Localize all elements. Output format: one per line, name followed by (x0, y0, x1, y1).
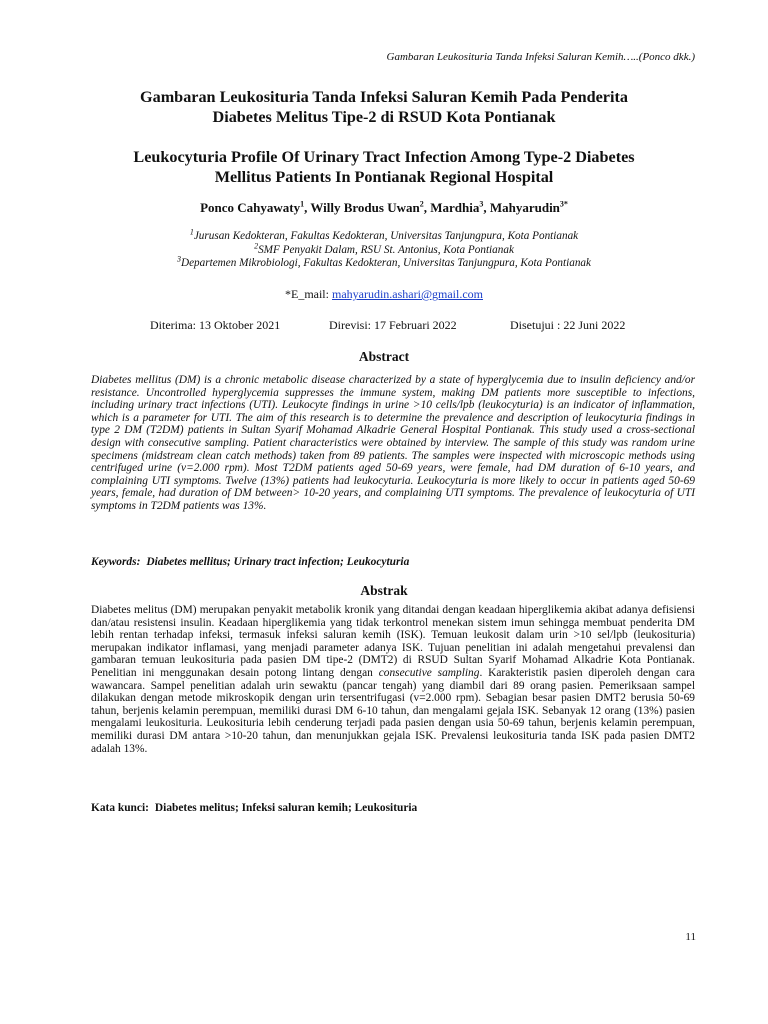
revised-date: Direvisi: 17 Februari 2022 (329, 318, 457, 332)
title-english (60, 147, 708, 187)
keywords-value: Diabetes mellitus; Urinary tract infection; Leukocyturia (146, 556, 410, 568)
abstrak-text-part-2: . Karakteristik pasien diperoleh dengan cara wawancara. Sampel penelitian adalah urin sewaktu (pancar tengah) yang diambil dari 89 orang pasien. Pemeriksaan sampel dilakukan dengan metode mikroskopik dengan urin tersentrifugasi (v=2.000 rpm). Sebagian besar pasien DMT2 berusia 50-69 tahun, berjenis kelamin perempuan, memiliki durasi DM 6-10 tahun, dan mengalami gejala ISK. Sebanyak 12 orang (13%) pasien mengalami leukosituria. Leukosituria lebih cenderung terjadi pada pasien dengan usia 50-69 tahun, berjenis kelamin perempuan, memiliki durasi DM antara >10-20 tahun, dan menunjukkan gejala ISK. Prevalensi leukosituria tanda ISK pada pasien DMT2 adalah 13%. (91, 666, 695, 755)
running-head: Gambaran Leukosituria Tanda Infeksi Saluran Kemih…..(Ponco dkk.) (386, 51, 695, 63)
abstrak-italic-term: consecutive sampling (378, 666, 480, 679)
manuscript-dates (150, 318, 640, 334)
affiliation-text: SMF Penyakit Dalam, RSU St. Antonius, Kota Pontianak (258, 243, 514, 256)
abstrak-text-part-1: Diabetes melitus (DM) merupakan penyakit metabolik kronik yang ditandai dengan keadaan hiperglikemia akibat adanya defisiensi dan/atau resistensi insulin. Keadaan hiperglikemia yang tidak terkontrol menekan sistem imun sehingga membuat penderita DM lebih rentan terhadap infeksi, termasuk infeksi saluran kemih (ISK). Temuan leukosit dalam urin >10 sel/lpb (leukosituria) merupakan indikator inflamasi, yang menjadi parameter adanya ISK. Tujuan penelitian ini adalah mengetahui prevalensi dan gambaran temuan leukosituria pada pasien DM tipe-2 (DMT2) di RSUD Sultan Syarif Mohamad Alkadrie Kota Pontianak. Penelitian ini menggunakan desain potong lintang dengan (91, 604, 695, 679)
page-number: 11 (685, 931, 696, 943)
abstract-heading: Abstract (358, 349, 410, 364)
received-date: Diterima: 13 Oktober 2021 (150, 318, 281, 332)
email-link[interactable]: mahyarudin.ashari@gmail.com (331, 287, 483, 301)
email-label: *E_mail: (284, 287, 332, 301)
title-indonesian (60, 87, 708, 127)
author-separator: , (423, 200, 431, 215)
author-name: Willy Brodus Uwan (310, 200, 420, 215)
affiliation-list (60, 227, 708, 271)
kata-kunci-value: Diabetes melitus; Infeksi saluran kemih; Leukosituria (154, 802, 418, 814)
title-english-line-2: Mellitus Patients In Pontianak Regional Hospital (214, 168, 554, 186)
author-list (60, 200, 708, 216)
author-separator: , (304, 200, 311, 215)
affiliation-mark: 1 (189, 227, 194, 237)
affiliation-text: Departemen Mikrobiologi, Fakultas Kedokteran, Universitas Tanjungpura, Kota Pontianak (181, 257, 591, 269)
author-affiliation-mark: 3* (559, 199, 568, 209)
keywords-label: Keywords: (91, 556, 141, 568)
author-name: Ponco Cahyawaty (200, 200, 301, 215)
keywords-english (91, 556, 695, 568)
accepted-date: Disetujui : 22 Juni 2022 (510, 318, 626, 332)
abstrak-indonesian-text (91, 604, 695, 755)
affiliation-text: Jurusan Kedokteran, Fakultas Kedokteran, Universitas Tanjungpura, Kota Pontianak (193, 230, 579, 242)
abstrak-heading: Abstrak (360, 583, 408, 598)
author-separator: , (483, 200, 490, 215)
affiliation-item (60, 240, 708, 258)
affiliation-item (60, 254, 708, 271)
affiliation-mark: 2 (254, 240, 259, 250)
title-indonesian-line-2: Diabetes Melitus Tipe-2 di RSUD Kota Pontianak (212, 108, 556, 126)
author-affiliation-mark: 1 (300, 199, 305, 209)
title-english-line-1: Leukocyturia Profile Of Urinary Tract Infection Among Type-2 Diabetes (133, 148, 635, 166)
kata-kunci-label: Kata kunci: (91, 802, 149, 814)
author-name: Mardhia (430, 200, 480, 215)
author-affiliation-mark: 2 (419, 199, 424, 209)
corresponding-email (60, 287, 708, 302)
author-name: Mahyarudin (489, 200, 560, 215)
keywords-indonesian (91, 802, 695, 814)
author-affiliation-mark: 3 (479, 199, 484, 209)
affiliation-mark: 3 (177, 254, 181, 264)
title-indonesian-line-1: Gambaran Leukosituria Tanda Infeksi Saluran Kemih Pada Penderita (140, 88, 628, 106)
affiliation-item (60, 227, 708, 244)
abstract-english-text: Diabetes mellitus (DM) is a chronic metabolic disease characterized by a state of hyperglycemia due to insulin deficiency and/or resistance. Uncontrolled hyperglycemia suppresses the immune system, making DM patients more susceptible to infections, including urinary tract infections (UTI). Leukocyte findings in urine >10 cells/lpb (leukocyturia) is an indicator of inflammation, which is a parameter for UTI. The aim of this research is to determine the prevalence and description of leukocyturia findings in type 2 DM (T2DM) patients in Sultan Syarif Mohamad Alkadrie General Hospital Pontianak. This study used a cross-sectional design with consecutive sampling. Patient characteristics were obtained by interview. The sample of this study was random urine specimens (midstream clean catch methods) taken from 89 patients. The samples were inspected with microscopic methods using centrifuged urine (v=2.000 rpm). Most T2DM patients aged 50-69 years, were female, had DM duration of 6-10 years, and complaining UTI symptoms. Twelve (13%) patients had leukocyturia. Leukocyturia is more likely to occur in patients aged 50-69 years, female, had duration of DM between> 10-20 years, and complaining UTI symptoms. The prevalence of leukocyturia of UTI symptoms in T2DM patients was 13%. (91, 374, 695, 512)
